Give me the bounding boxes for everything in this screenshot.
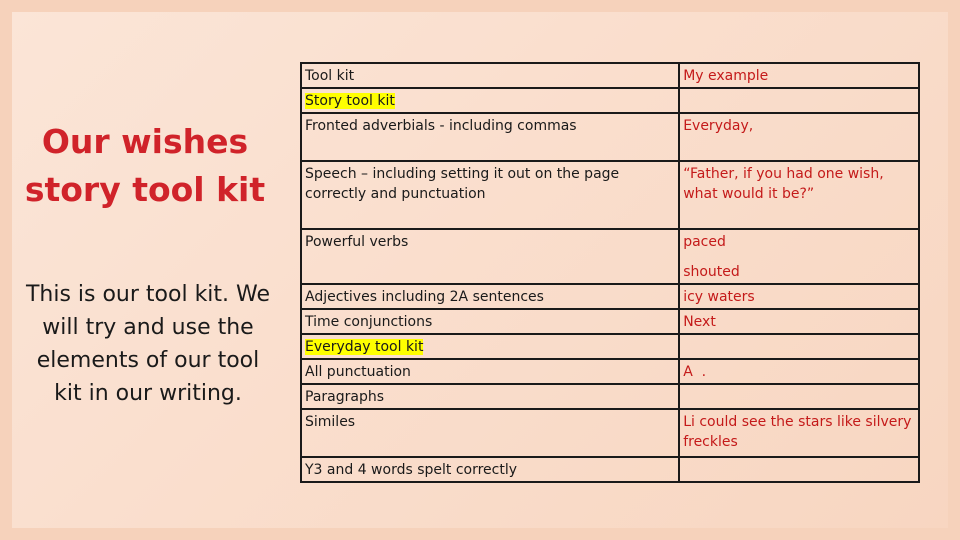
everyday-section-label: [301, 334, 679, 359]
table-row: [301, 284, 919, 309]
example-paragraphs: [679, 384, 919, 409]
example-fronted: Everyday,: [679, 113, 919, 161]
header-example: My example: [679, 63, 919, 88]
toolkit-item-punctuation: All punctuation: [301, 359, 679, 384]
example-spelling: [679, 457, 919, 482]
everyday-section-highlight: Everyday tool kit: [305, 339, 424, 355]
intro-text: This is our tool kit. We will try and use the elements of our tool kit in our writing.: [25, 282, 271, 406]
table-row: [301, 384, 919, 409]
toolkit-item-spelling: Y3 and 4 words spelt correctly: [301, 457, 679, 482]
table-row: [301, 359, 919, 384]
example-verbs: [679, 229, 919, 284]
example-time: Next: [679, 309, 919, 334]
example-punctuation: A .: [679, 359, 919, 384]
toolkit-item-time: Time conjunctions: [301, 309, 679, 334]
example-adjectives: icy waters: [679, 284, 919, 309]
toolkit-item-speech: Speech – including setting it out on the page correctly and punctuation: [301, 161, 679, 229]
example-speech: “Father, if you had one wish, what would it be?”: [679, 161, 919, 229]
table-row: [301, 63, 919, 88]
toolkit-item-fronted: Fronted adverbials - including commas: [301, 113, 679, 161]
slide-title: [20, 118, 270, 214]
story-section-label: [301, 88, 679, 113]
example-verbs-1: paced: [683, 234, 726, 250]
toolkit-table: [300, 62, 920, 483]
table-row: [301, 334, 919, 359]
toolkit-item-paragraphs: Paragraphs: [301, 384, 679, 409]
example-verbs-2: shouted: [683, 264, 740, 280]
table-row: [301, 161, 919, 229]
table-row: [301, 88, 919, 113]
table-row: [301, 409, 919, 457]
story-section-highlight: Story tool kit: [305, 93, 395, 109]
title-line-1: Our wishes: [41, 122, 249, 161]
title-line-2: story tool kit: [24, 170, 266, 209]
toolkit-item-adjectives: Adjectives including 2A sentences: [301, 284, 679, 309]
table-row: [301, 457, 919, 482]
table-cell: [679, 88, 919, 113]
table-row: [301, 113, 919, 161]
table-row: [301, 229, 919, 284]
table-row: [301, 309, 919, 334]
toolkit-item-verbs: Powerful verbs: [301, 229, 679, 284]
header-toolkit: Tool kit: [301, 63, 679, 88]
toolkit-item-similes: Similes: [301, 409, 679, 457]
table-cell: [679, 334, 919, 359]
example-similes: Li could see the stars like silvery freckles: [679, 409, 919, 457]
